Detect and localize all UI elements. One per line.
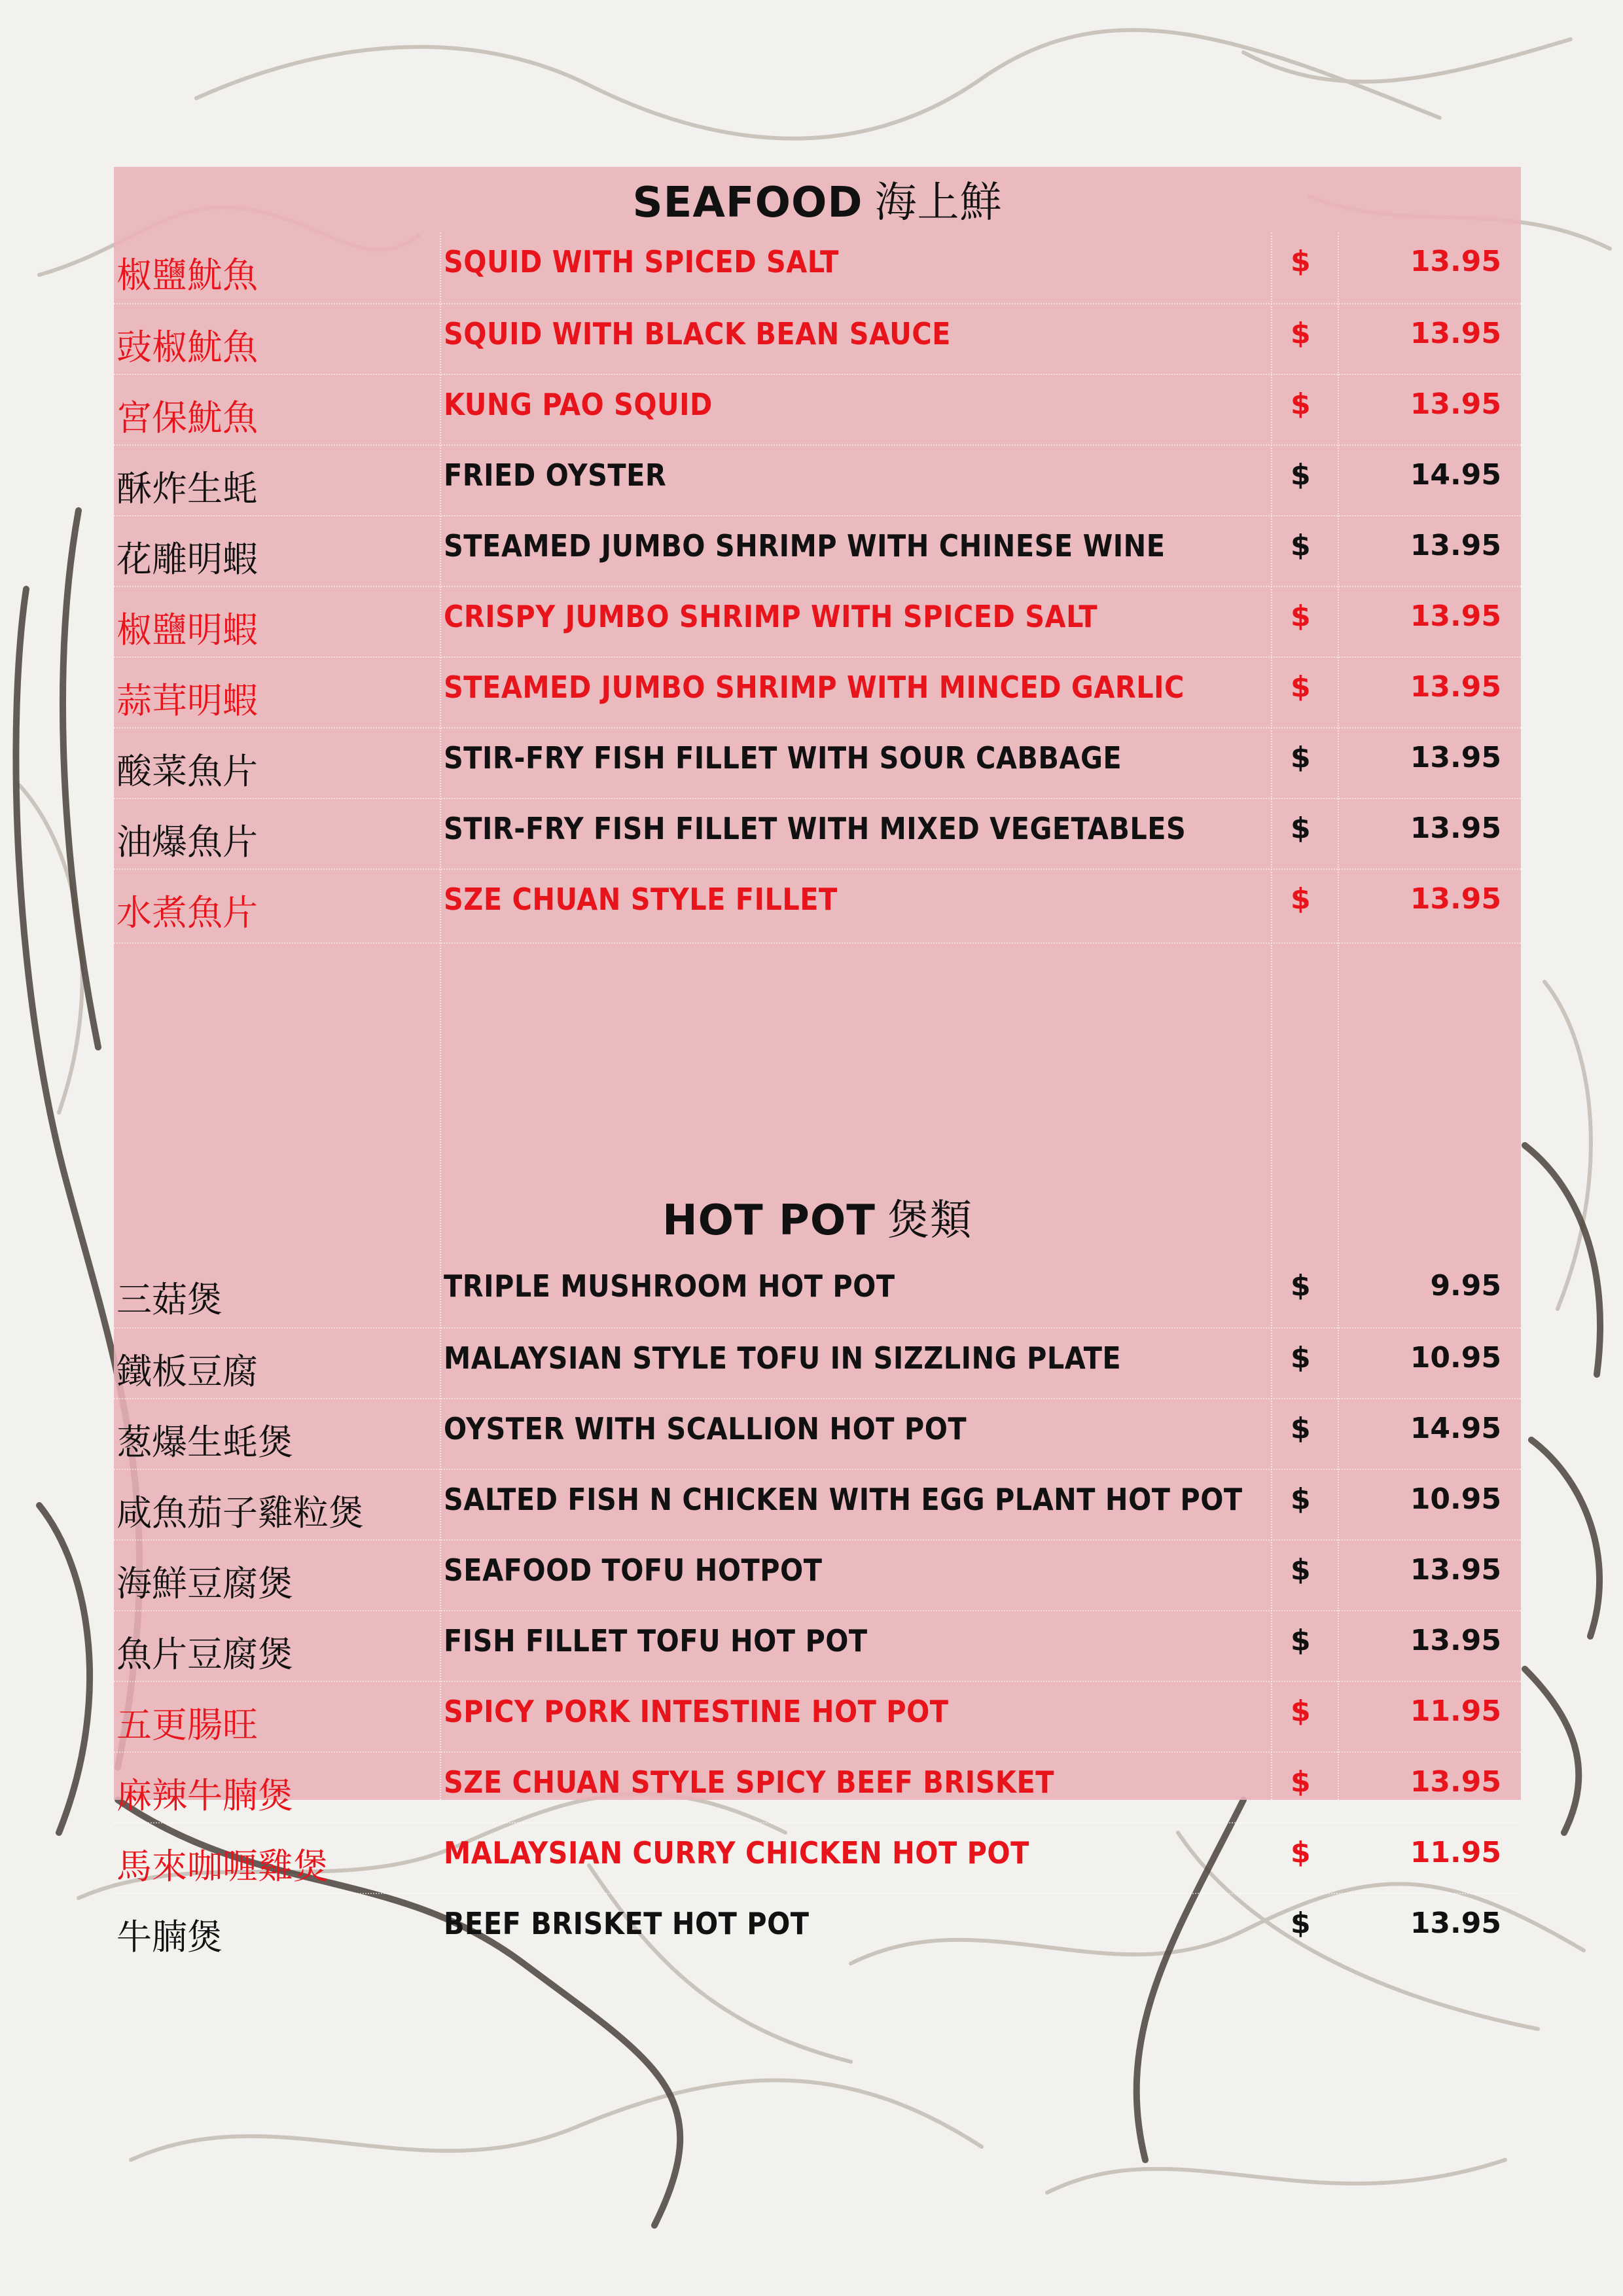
item-name-chinese: 三菇煲 <box>116 1279 223 1320</box>
item-price: 10.95 <box>1410 1341 1501 1374</box>
menu-item-row <box>114 1539 1521 1611</box>
menu-item-row <box>114 444 1521 516</box>
menu-item-row <box>114 1610 1521 1682</box>
item-name-english: SZE CHUAN STYLE FILLET <box>444 882 838 917</box>
item-currency: $ <box>1291 458 1311 492</box>
item-currency: $ <box>1291 1482 1311 1516</box>
item-name-chinese: 水煮魚片 <box>116 892 258 933</box>
item-currency: $ <box>1291 1269 1311 1302</box>
item-currency: $ <box>1291 812 1311 845</box>
item-name-chinese: 椒鹽魷魚 <box>116 255 258 296</box>
item-price: 13.95 <box>1410 812 1501 845</box>
item-currency: $ <box>1291 1553 1311 1587</box>
item-currency: $ <box>1291 387 1311 421</box>
item-name-english: STIR-FRY FISH FILLET WITH SOUR CABBAGE <box>444 740 1122 776</box>
item-currency: $ <box>1291 741 1311 774</box>
item-price: 13.95 <box>1410 1907 1501 1940</box>
item-name-chinese: 葱爆生蚝煲 <box>116 1422 293 1463</box>
menu-item-row <box>114 1893 1521 1965</box>
item-currency: $ <box>1291 600 1311 633</box>
menu-item-row <box>114 798 1521 870</box>
item-name-english: OYSTER WITH SCALLION HOT POT <box>444 1411 967 1446</box>
item-price: 13.95 <box>1410 670 1501 704</box>
item-currency: $ <box>1291 1907 1311 1940</box>
item-name-english: MALAYSIAN STYLE TOFU IN SIZZLING PLATE <box>444 1340 1122 1376</box>
menu-item-row <box>114 515 1521 587</box>
item-name-chinese: 酸菜魚片 <box>116 751 258 792</box>
menu-item-row <box>114 303 1521 375</box>
column-divider <box>1271 232 1272 1800</box>
item-price: 13.95 <box>1410 387 1501 421</box>
item-price: 9.95 <box>1430 1269 1501 1302</box>
menu-item-row <box>114 1327 1521 1399</box>
menu-item-row <box>114 1398 1521 1470</box>
item-price: 11.95 <box>1410 1695 1501 1728</box>
item-name-english: STIR-FRY FISH FILLET WITH MIXED VEGETABLES <box>444 811 1186 846</box>
item-price: 13.95 <box>1410 317 1501 350</box>
menu-item-row <box>114 1469 1521 1541</box>
item-name-english: SZE CHUAN STYLE SPICY BEEF BRISKET <box>444 1765 1054 1800</box>
item-name-chinese: 五更腸旺 <box>116 1704 258 1746</box>
section-spacer <box>114 942 1521 1085</box>
item-price: 14.95 <box>1410 1412 1501 1445</box>
item-name-english: SQUID WITH BLACK BEAN SAUCE <box>444 316 951 351</box>
item-currency: $ <box>1291 882 1311 916</box>
item-name-english: SALTED FISH N CHICKEN WITH EGG PLANT HOT POT <box>444 1482 1243 1517</box>
item-currency: $ <box>1291 1836 1311 1869</box>
column-divider <box>1338 232 1339 1800</box>
item-name-english: SEAFOOD TOFU HOTPOT <box>444 1552 823 1588</box>
item-name-english: SQUID WITH SPICED SALT <box>444 244 839 279</box>
item-name-chinese: 花雕明蝦 <box>116 539 258 580</box>
menu-item-row <box>114 727 1521 799</box>
item-name-english: TRIPLE MUSHROOM HOT POT <box>444 1268 895 1304</box>
item-name-english: SPICY PORK INTESTINE HOT POT <box>444 1694 949 1729</box>
item-name-english: FRIED OYSTER <box>444 457 667 493</box>
item-price: 14.95 <box>1410 458 1501 492</box>
item-name-chinese: 油爆魚片 <box>116 821 258 863</box>
hotpot-title-zh: 煲類 <box>887 1196 972 1245</box>
hotpot-section-title <box>114 1185 1521 1257</box>
item-price: 11.95 <box>1410 1836 1501 1869</box>
menu-item-row <box>114 1681 1521 1753</box>
item-name-chinese: 酥炸生蚝 <box>116 468 258 509</box>
menu-item-row <box>114 374 1521 446</box>
item-currency: $ <box>1291 245 1311 278</box>
item-name-chinese: 魚片豆腐煲 <box>116 1634 293 1675</box>
item-currency: $ <box>1291 1412 1311 1445</box>
item-price: 13.95 <box>1410 1553 1501 1587</box>
item-name-english: KUNG PAO SQUID <box>444 387 713 422</box>
menu-item-row <box>114 1822 1521 1894</box>
item-name-english: STEAMED JUMBO SHRIMP WITH CHINESE WINE <box>444 528 1166 564</box>
item-name-chinese: 咸魚茄子雞粒煲 <box>116 1492 364 1534</box>
hotpot-title-en: HOT POT <box>662 1196 876 1245</box>
menu-item-row <box>114 869 1521 941</box>
item-name-chinese: 豉椒魷魚 <box>116 327 258 368</box>
menu-item-row <box>114 1751 1521 1823</box>
item-name-english: CRISPY JUMBO SHRIMP WITH SPICED SALT <box>444 599 1098 634</box>
item-price: 10.95 <box>1410 1482 1501 1516</box>
item-name-chinese: 椒鹽明蝦 <box>116 609 258 651</box>
seafood-title-zh: 海上鮮 <box>874 179 1003 227</box>
item-price: 13.95 <box>1410 1765 1501 1799</box>
item-name-chinese: 牛腩煲 <box>116 1916 223 1958</box>
item-currency: $ <box>1291 529 1311 562</box>
item-name-english: BEEF BRISKET HOT POT <box>444 1906 810 1941</box>
item-currency: $ <box>1291 1765 1311 1799</box>
item-name-chinese: 海鮮豆腐煲 <box>116 1563 293 1604</box>
seafood-title-en: SEAFOOD <box>632 179 863 227</box>
item-price: 13.95 <box>1410 882 1501 916</box>
item-currency: $ <box>1291 1341 1311 1374</box>
item-currency: $ <box>1291 670 1311 704</box>
item-price: 13.95 <box>1410 529 1501 562</box>
item-name-english: MALAYSIAN CURRY CHICKEN HOT POT <box>444 1835 1029 1871</box>
item-name-chinese: 蒜茸明蝦 <box>116 680 258 721</box>
item-price: 13.95 <box>1410 741 1501 774</box>
menu-item-row <box>114 1257 1521 1327</box>
item-currency: $ <box>1291 317 1311 350</box>
item-currency: $ <box>1291 1624 1311 1657</box>
item-name-chinese: 鐵板豆腐 <box>116 1351 258 1392</box>
column-divider <box>440 232 441 1800</box>
item-name-english: STEAMED JUMBO SHRIMP WITH MINCED GARLIC <box>444 670 1185 705</box>
menu-item-row <box>114 586 1521 658</box>
item-name-english: FISH FILLET TOFU HOT POT <box>444 1623 868 1659</box>
item-currency: $ <box>1291 1695 1311 1728</box>
menu-panel <box>114 167 1521 1958</box>
menu-item-row <box>114 232 1521 303</box>
item-price: 13.95 <box>1410 245 1501 278</box>
seafood-section-title <box>114 167 1521 239</box>
item-price: 13.95 <box>1410 600 1501 633</box>
menu-item-row <box>114 656 1521 728</box>
item-price: 13.95 <box>1410 1624 1501 1657</box>
item-name-chinese: 麻辣牛腩煲 <box>116 1775 293 1816</box>
item-name-chinese: 宮保魷魚 <box>116 397 258 439</box>
item-name-chinese: 馬來咖喱雞煲 <box>116 1846 329 1887</box>
